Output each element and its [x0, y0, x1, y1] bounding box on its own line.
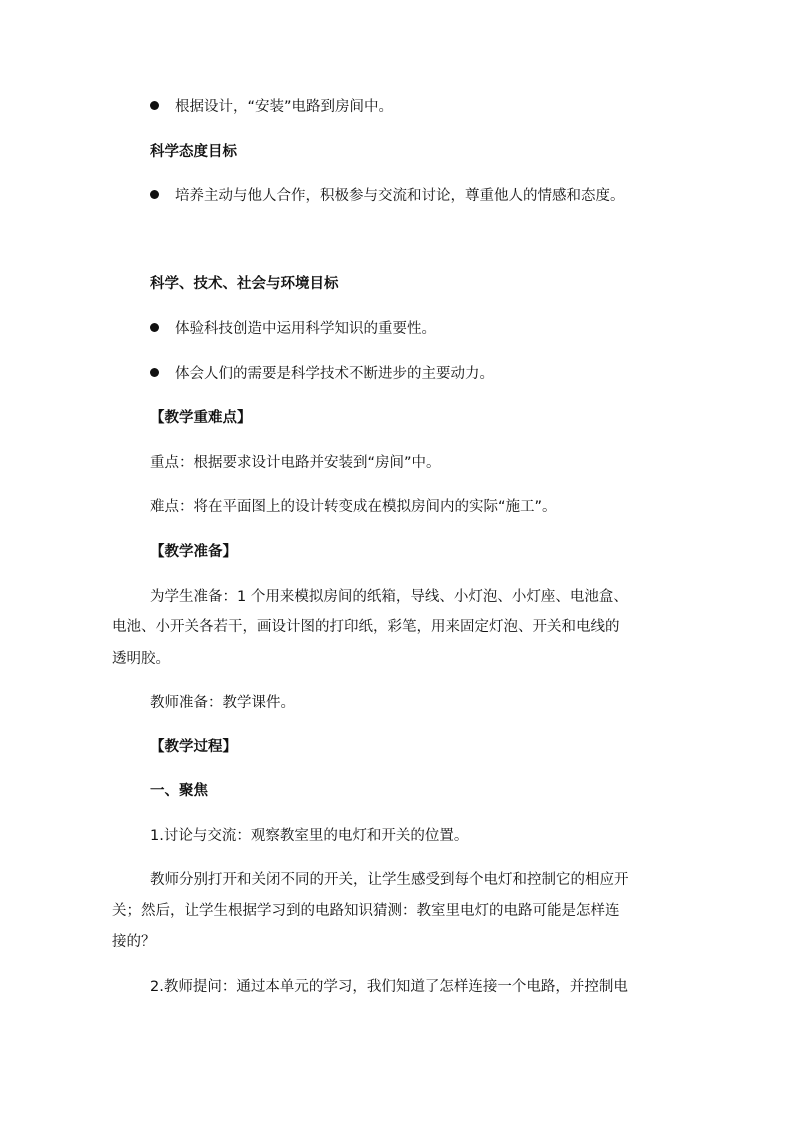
bullet-text: 体验科技创造中运用科学知识的重要性。	[175, 321, 436, 337]
section-heading: 【教学准备】	[150, 544, 237, 560]
paragraph-line: 为学生准备：1 个用来模拟房间的纸箱，导线、小灯泡、小灯座、电池盒、	[150, 589, 628, 605]
paragraph: 教师准备：教学课件。	[150, 695, 295, 711]
paragraph-line: 教师分别打开和关闭不同的开关，让学生感受到每个电灯和控制它的相应开	[150, 872, 629, 888]
paragraph-line: 透明胶。	[112, 651, 170, 667]
section-heading: 一、聚焦	[150, 783, 208, 799]
section-heading: 科学态度目标	[150, 144, 237, 160]
paragraph-line: 关；然后，让学生根据学习到的电路知识猜测：教室里电灯的电路可能是怎样连	[112, 903, 620, 919]
bullet-dot-icon	[150, 101, 159, 110]
section-heading: 【教学重难点】	[150, 410, 252, 426]
section-heading: 【教学过程】	[150, 739, 237, 755]
paragraph: 2.教师提问：通过本单元的学习，我们知道了怎样连接一个电路，并控制电	[150, 979, 628, 995]
bullet-dot-icon	[150, 368, 159, 377]
paragraph: 1.讨论与交流：观察教室里的电灯和开关的位置。	[150, 828, 469, 844]
bullet-text: 根据设计，“安装”电路到房间中。	[175, 99, 394, 115]
paragraph: 重点：根据要求设计电路并安装到“房间”中。	[150, 455, 441, 471]
bullet-item	[150, 186, 625, 206]
bullet-text: 培养主动与他人合作，积极参与交流和讨论，尊重他人的情感和态度。	[175, 188, 625, 204]
paragraph: 难点：将在平面图上的设计转变成在模拟房间内的实际“施工”。	[150, 499, 557, 515]
bullet-item	[150, 319, 436, 339]
paragraph-line: 电池、小开关各若干，画设计图的打印纸，彩笔，用来固定灯泡、开关和电线的	[112, 619, 620, 635]
bullet-dot-icon	[150, 190, 159, 199]
bullet-item	[150, 97, 393, 117]
section-heading: 科学、技术、社会与环境目标	[150, 276, 339, 292]
bullet-item	[150, 364, 494, 384]
bullet-text: 体会人们的需要是科学技术不断进步的主要动力。	[175, 366, 494, 382]
paragraph-line: 接的？	[112, 934, 156, 950]
bullet-dot-icon	[150, 323, 159, 332]
